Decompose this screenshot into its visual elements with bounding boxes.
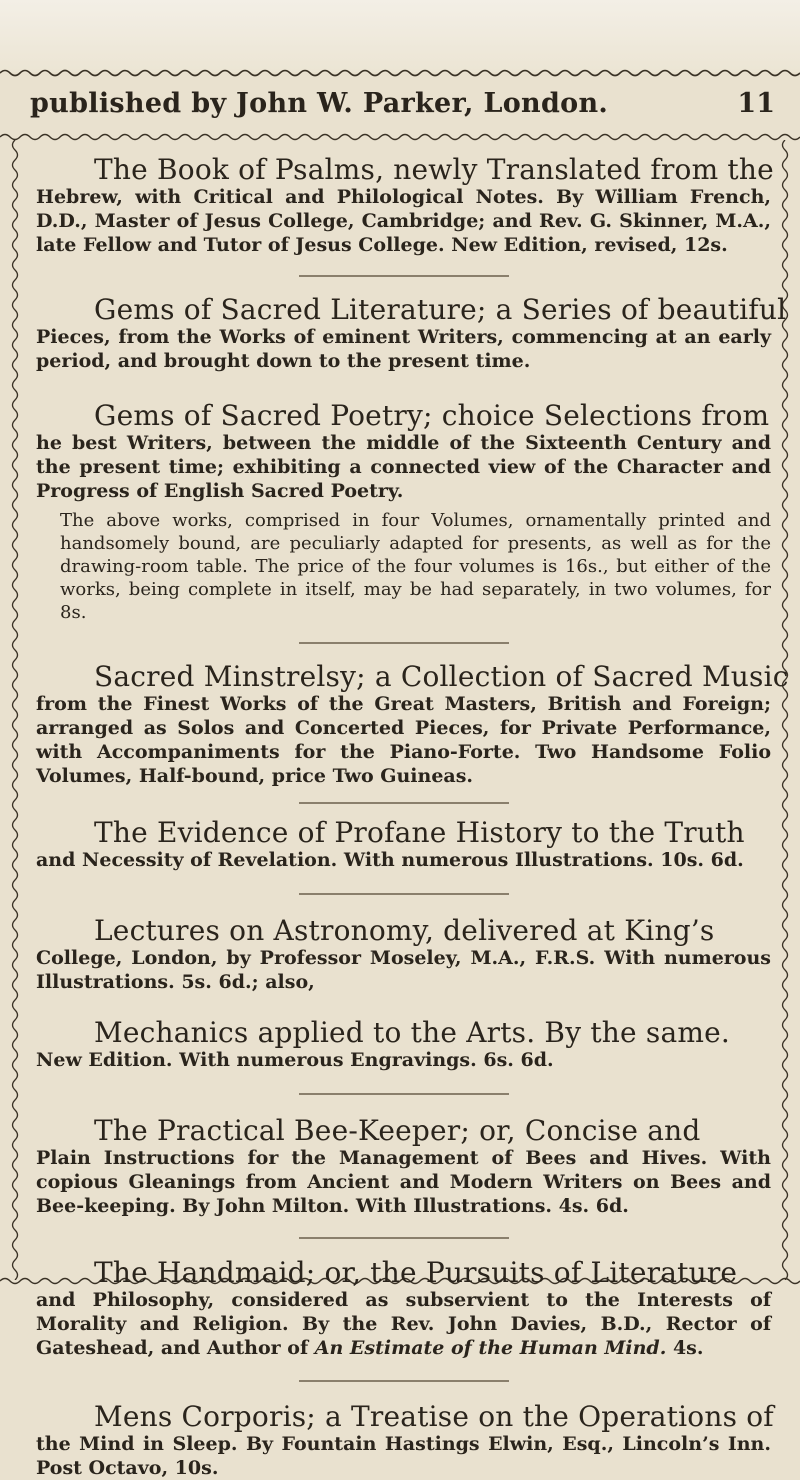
entry-description: College, London, by Professor Moseley, M.A., F.R.S. With numerous Illustrations. 5s. 6d.; also, — [36, 947, 771, 993]
entry-practical-bee-keeper — [36, 1116, 771, 1218]
separator-wrap — [36, 257, 771, 295]
entry-gems-of-sacred-poetry — [36, 401, 771, 624]
top-wavy-rule — [0, 68, 800, 78]
book-listing — [36, 153, 789, 1480]
entry-title: Mens Corporis; a Treatise on the Operations of — [94, 1400, 774, 1433]
separator-rule — [299, 802, 509, 804]
entry-description — [36, 1289, 771, 1359]
page-top-edge — [0, 0, 800, 72]
entry-description: New Edition. With numerous Engravings. 6s. 6d. — [36, 1049, 554, 1071]
separator-wrap — [36, 872, 771, 916]
left-wavy-border — [10, 140, 20, 1280]
entry-description: Hebrew, with Critical and Philological Notes. By William French, D.D., Master of Jesus College, Cambridge; and Rev. G. Skinner, M.A., late Fellow and Tutor of Jesus College. New Edition, revised, 12s. — [36, 186, 771, 256]
entry-gems-of-sacred-literature — [36, 293, 787, 373]
entry-lectures-on-astronomy — [36, 916, 771, 994]
entry-description: the Mind in Sleep. By Fountain Hastings Elwin, Esq., Lincoln’s Inn. Post Octavo, 10s. — [36, 1433, 771, 1479]
separator-rule — [299, 275, 509, 277]
entry-title: Sacred Minstrelsy; a Collection of Sacred Music — [94, 660, 789, 693]
spacer — [36, 994, 771, 1018]
entry-sacred-minstrelsy — [36, 660, 789, 788]
separator-wrap — [36, 1218, 771, 1258]
separator-rule — [299, 1237, 509, 1239]
entry-title: Lectures on Astronomy, delivered at King’s — [94, 914, 715, 947]
separator-rule — [299, 1093, 509, 1095]
entry-price: 4s. — [666, 1337, 704, 1359]
entry-description: Plain Instructions for the Management of Bees and Hives. With copious Gleanings from Ancient and Modern Writers on Bees and Bee-keeping. By John Milton. With Illustrations. 4s. 6d. — [36, 1147, 771, 1217]
page-number: 11 — [737, 88, 775, 119]
separator-wrap — [36, 1072, 771, 1116]
entry-description: from the Finest Works of the Great Masters, British and Foreign; arranged as Solos and Concerted Pieces, for Private Performance, with Accompaniments for the Piano-Forte. Two Handsome Folio Volumes, Half-bound, price Two Guineas. — [36, 693, 771, 787]
separator-wrap — [36, 624, 771, 662]
separator-wrap — [36, 1360, 771, 1402]
entry-the-handmaid — [36, 1258, 771, 1360]
entry-note: The above works, comprised in four Volumes, ornamentally printed and handsomely bound, are peculiarly adapted for presents, as well as for the drawing-room table. The price of the four volumes is 16s., but either of the works, being complete in itself, may be had separately, in two volumes, for 8s. — [60, 510, 771, 623]
entry-book-of-psalms — [36, 153, 774, 257]
entry-evidence-of-profane-history — [36, 818, 771, 872]
entry-description: and Necessity of Revelation. With numerous Illustrations. 10s. 6d. — [36, 849, 744, 871]
separator-rule — [299, 642, 509, 644]
header-wavy-rule — [0, 132, 800, 142]
entry-title: The Handmaid; or, the Pursuits of Literature — [94, 1256, 738, 1289]
entry-description-text: and Philosophy, considered as subservient to the Interests of Morality and Religion. By the Rev. John Davies, B.D., Rector of Gateshead, and Author of — [36, 1289, 771, 1359]
running-header — [30, 88, 775, 128]
spacer — [36, 373, 771, 401]
entry-title: The Evidence of Profane History to the Truth — [94, 816, 745, 849]
entry-title: Mechanics applied to the Arts. By the same. — [94, 1016, 730, 1049]
entry-mechanics-applied-to-the-arts — [36, 1018, 771, 1072]
entry-title: Gems of Sacred Poetry; choice Selections from — [94, 399, 770, 432]
entry-description: he best Writers, between the middle of the Sixteenth Century and the present time; exhibiting a connected view of the Character and Progress of English Sacred Poetry. — [36, 432, 771, 502]
separator-wrap — [36, 788, 771, 818]
entry-description: Pieces, from the Works of eminent Writers, commencing at an early period, and brought down to the present time. — [36, 326, 771, 372]
running-header-title: published by John W. Parker, London. — [30, 88, 609, 119]
separator-rule — [299, 1380, 509, 1382]
entry-title: The Book of Psalms, newly Translated from the — [94, 153, 774, 186]
entry-title: Gems of Sacred Literature; a Series of beautiful — [94, 293, 787, 326]
entry-cited-title: An Estimate of the Human Mind. — [314, 1337, 667, 1359]
entry-title: The Practical Bee-Keeper; or, Concise and — [94, 1114, 701, 1147]
separator-rule — [299, 893, 509, 895]
